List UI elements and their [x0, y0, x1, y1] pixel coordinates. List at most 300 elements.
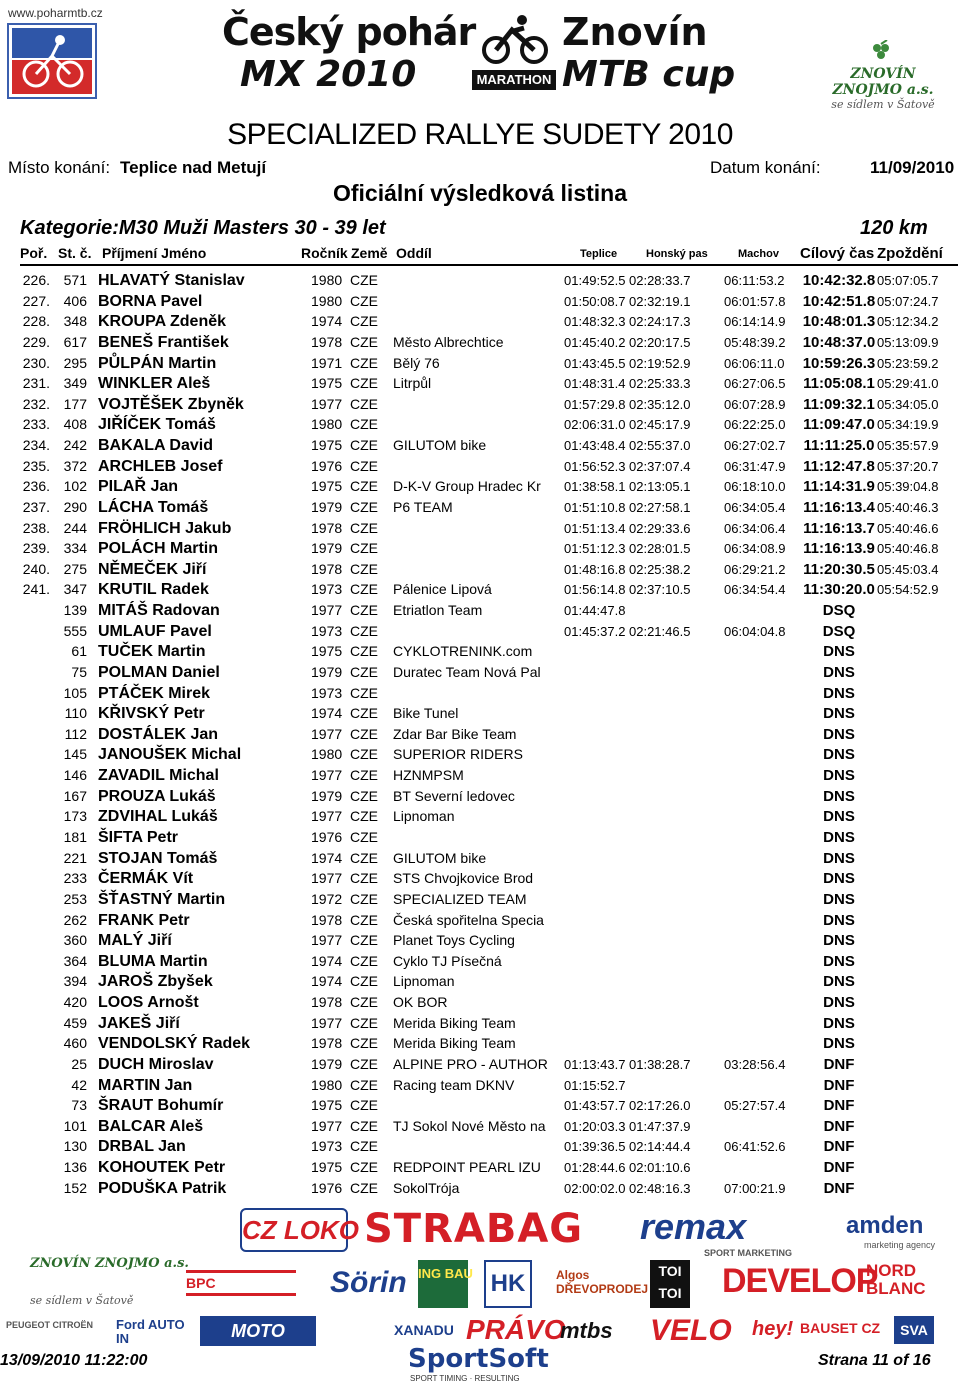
split-honsky-pas: 02:20:17.5: [629, 334, 691, 350]
birth-year: 1977: [311, 602, 343, 619]
table-row: [0, 435, 960, 456]
split-honsky-pas: 02:28:33.7: [629, 273, 691, 288]
club: Duratec Team Nová Pal: [393, 663, 541, 680]
start-number: 347: [63, 581, 87, 598]
table-row: [0, 311, 960, 332]
finish-time: DNS: [823, 994, 855, 1012]
split-teplice: 01:50:08.7: [564, 293, 626, 309]
col-nat: Země: [351, 245, 388, 261]
rider-name: FRÖHLICH Jakub: [98, 519, 232, 537]
sponsor-mtbs: mtbs: [560, 1318, 613, 1343]
split-honsky-pas: 02:32:19.1: [629, 293, 691, 309]
table-row: [0, 848, 960, 869]
rider-name: PILAŘ Jan: [98, 478, 179, 496]
sponsor-amden-sub: marketing agency: [864, 1240, 936, 1250]
sportsoft-sub: SPORT TIMING · RESULTING: [410, 1374, 520, 1383]
finish-time: 11:16:13.7: [803, 519, 875, 537]
nationality: CZE: [350, 395, 378, 412]
birth-year: 1975: [311, 1097, 343, 1114]
split-machov: 06:22:25.0: [724, 417, 786, 433]
club: SPECIALIZED TEAM: [393, 890, 527, 907]
nationality: CZE: [350, 1035, 378, 1052]
birth-year: 1978: [311, 911, 343, 928]
time-gap: 05:39:04.8: [877, 479, 939, 495]
table-row: [0, 786, 960, 807]
finish-time: DNF: [823, 1055, 855, 1073]
col-gap: Zpoždění: [877, 245, 943, 262]
split-teplice: 01:44:47.8: [564, 603, 626, 619]
sponsor-pravo: PRÁVO: [466, 1314, 566, 1345]
split-honsky-pas: 02:19:52.9: [629, 355, 691, 371]
split-honsky-pas: 02:35:12.0: [629, 396, 691, 412]
finish-time: DNS: [823, 952, 855, 970]
rider-name: BALCAR Aleš: [98, 1117, 204, 1135]
category: Kategorie:M30 Muži Masters 30 - 39 let: [20, 217, 386, 239]
start-number: 75: [71, 663, 87, 680]
split-teplice: 01:57:29.8: [564, 396, 626, 412]
sponsor-moto: MOTO: [200, 1316, 316, 1346]
split-machov: 07:00:21.9: [724, 1180, 786, 1196]
split-machov: 06:29:21.2: [724, 561, 786, 577]
start-number: 460: [63, 1035, 87, 1052]
finish-time: 10:48:01.3: [802, 313, 876, 331]
rider-name: ARCHLEB Josef: [98, 457, 223, 475]
header-rule: [20, 264, 958, 266]
nationality: CZE: [350, 1076, 378, 1093]
finish-time: DNS: [823, 808, 855, 826]
club: Cyklo TJ Písečná: [393, 952, 502, 969]
split-teplice: 01:45:37.2: [564, 623, 626, 639]
grape-icon: [863, 40, 903, 62]
start-number: 571: [63, 272, 87, 288]
finish-time: DNF: [823, 1076, 855, 1094]
cup-marathon-badge: MARATHON: [472, 70, 556, 90]
col-t2: Honský pas: [646, 248, 708, 260]
time-gap: 05:45:03.4: [877, 561, 939, 577]
club: Lipnoman: [393, 808, 455, 825]
sponsor-algos: Algos DŘEVOPRODEJ: [556, 1268, 649, 1296]
rank: 235.: [22, 457, 50, 474]
birth-year: 1979: [311, 540, 343, 557]
rider-name: HLAVATÝ Stanislav: [98, 272, 245, 289]
time-gap: 05:40:46.3: [877, 499, 939, 515]
page-number: Strana 11 of 16: [818, 1352, 931, 1369]
split-honsky-pas: 02:14:44.4: [629, 1139, 691, 1155]
split-teplice: 02:00:02.0: [564, 1180, 626, 1196]
cyclist-icon: [480, 14, 550, 64]
finish-time: DNF: [823, 1179, 855, 1197]
rider-name: TUČEK Martin: [98, 643, 206, 661]
rank: 241.: [22, 581, 50, 598]
rider-name: PROUZA Lukáš: [98, 787, 216, 805]
time-gap: 05:54:52.9: [877, 582, 939, 598]
table-row: [0, 683, 960, 704]
table-row: [0, 414, 960, 435]
club: D-K-V Group Hradec Kr: [393, 478, 541, 495]
table-row: [0, 703, 960, 724]
club: Litrpůl: [393, 375, 432, 392]
split-honsky-pas: 02:27:58.1: [629, 499, 691, 515]
rider-name: KROUPA Zdeněk: [98, 313, 227, 331]
club: CYKLOTRENINK.com: [393, 643, 533, 660]
split-machov: 06:27:06.5: [724, 376, 786, 392]
col-club: Oddíl: [396, 245, 432, 261]
rider-name: MARTIN Jan: [98, 1076, 193, 1094]
split-honsky-pas: 02:17:26.0: [629, 1098, 691, 1114]
finish-time: DNS: [823, 1014, 855, 1032]
finish-time: 11:16:13.9: [803, 540, 875, 558]
rider-name: KOHOUTEK Petr: [98, 1159, 226, 1177]
club: P6 TEAM: [393, 498, 453, 515]
rider-name: BAKALA David: [98, 437, 213, 455]
finish-time: 10:48:37.0: [802, 333, 876, 351]
start-number: 420: [63, 994, 87, 1011]
split-honsky-pas: 02:37:10.5: [629, 582, 691, 598]
split-teplice: 01:48:32.3: [564, 314, 626, 330]
start-number: 112: [64, 725, 87, 742]
start-number: 130: [63, 1138, 87, 1155]
sponsor-ingbau: ING BAU: [418, 1260, 468, 1308]
rider-name: KRUTIL Radek: [98, 581, 209, 599]
table-row: [0, 518, 960, 539]
rider-name: VOJTĚŠEK Zbyněk: [98, 395, 244, 413]
rider-name: FRANK Petr: [98, 911, 190, 929]
split-teplice: 01:45:40.2: [564, 334, 626, 350]
start-number: 360: [63, 932, 87, 949]
birth-year: 1977: [311, 767, 343, 784]
rank: 231.: [22, 375, 50, 392]
split-machov: 06:04:04.8: [724, 623, 786, 639]
start-number: 25: [71, 1055, 87, 1072]
table-row: [0, 456, 960, 477]
table-row: [0, 992, 960, 1013]
start-number: 61: [71, 643, 87, 660]
start-number: 221: [63, 849, 87, 866]
start-number: 233: [63, 870, 87, 887]
znovin-tagline: se sídlem v Šatově: [831, 98, 935, 111]
table-row: [0, 1116, 960, 1137]
nationality: CZE: [350, 478, 378, 495]
cup-line1: Český pohár: [222, 10, 476, 54]
rider-name: JAROŠ Zbyšek: [98, 973, 213, 991]
start-number: 295: [63, 354, 87, 371]
rider-name: ŠRAUT Bohumír: [98, 1097, 224, 1115]
start-number: 275: [63, 560, 87, 577]
nationality: CZE: [350, 870, 378, 887]
finish-time: 11:12:47.8: [803, 457, 875, 475]
cup-brand2: MTB cup: [562, 54, 736, 95]
table-row: [0, 806, 960, 827]
venue: Teplice nad Metují: [120, 158, 267, 177]
birth-year: 1979: [311, 663, 343, 680]
split-honsky-pas: 02:24:17.3: [629, 314, 691, 330]
nationality: CZE: [350, 622, 378, 639]
split-machov: 06:06:11.0: [724, 355, 785, 371]
birth-year: 1977: [311, 395, 343, 412]
rider-name: BORNA Pavel: [98, 292, 203, 310]
club: STS Chvojkovice Brod: [393, 870, 534, 887]
header-logos: [0, 0, 960, 120]
table-row: [0, 868, 960, 889]
nationality: CZE: [350, 1159, 378, 1176]
start-number: 334: [63, 540, 87, 557]
sponsor-peugeot: PEUGEOT CITROËN: [6, 1320, 94, 1330]
rider-name: ŠIFTA Petr: [98, 829, 179, 846]
rider-name: NĚMEČEK Jiří: [98, 560, 207, 578]
split-teplice: 01:56:14.8: [564, 582, 626, 598]
nationality: CZE: [350, 416, 378, 433]
club: GILUTOM bike: [393, 437, 487, 454]
table-row: [0, 497, 960, 518]
time-gap: 05:34:05.0: [877, 396, 939, 412]
start-number: 145: [63, 746, 87, 763]
venue-label: Místo konání:: [8, 158, 111, 177]
table-row: [0, 641, 960, 662]
rider-name: ZDVIHAL Lukáš: [98, 808, 218, 826]
finish-time: DSQ: [822, 622, 856, 640]
finish-time: DNS: [823, 705, 855, 723]
nationality: CZE: [350, 581, 378, 598]
sponsor-develop: DEVELOP: [722, 1262, 878, 1300]
znovin-logo: [818, 40, 948, 112]
birth-year: 1978: [311, 333, 343, 350]
start-number: 617: [63, 333, 87, 350]
finish-time: DNS: [823, 849, 855, 867]
birth-year: 1973: [311, 581, 343, 598]
rank: 230.: [22, 354, 50, 371]
time-gap: 05:35:57.9: [877, 438, 939, 454]
col-t3: Machov: [738, 248, 779, 260]
start-number: 102: [63, 478, 87, 495]
cup-line2: MX 2010: [240, 54, 417, 95]
birth-year: 1974: [311, 849, 343, 866]
club: Bike Tunel: [393, 705, 459, 722]
club: Česká spořitelna Specia: [393, 911, 544, 928]
footer-timestamp: 13/09/2010 11:22:00: [0, 1352, 148, 1369]
sponsor-toitoi: TOI TOI: [650, 1260, 690, 1308]
nationality: CZE: [350, 911, 378, 928]
cup-brand1: Znovín: [562, 10, 708, 54]
split-teplice: 01:51:12.3: [564, 541, 626, 557]
start-number: 139: [63, 602, 87, 619]
split-teplice: 01:43:45.5: [564, 355, 626, 371]
nationality: CZE: [350, 602, 378, 619]
nationality: CZE: [350, 313, 378, 330]
rider-name: BENEŠ František: [98, 333, 229, 351]
split-honsky-pas: 02:01:10.6: [629, 1160, 691, 1176]
split-honsky-pas: 02:55:37.0: [629, 438, 691, 454]
finish-time: DNS: [823, 973, 855, 991]
start-number: 290: [63, 498, 87, 515]
time-gap: 05:12:34.2: [877, 314, 939, 330]
table-row: [0, 291, 960, 312]
club: OK BOR: [393, 994, 448, 1011]
start-number: 242: [63, 437, 87, 454]
sponsor-bpc: BPC: [186, 1270, 296, 1296]
nationality: CZE: [350, 272, 378, 288]
table-row: [0, 951, 960, 972]
split-machov: 06:27:02.7: [724, 438, 786, 454]
nationality: CZE: [350, 725, 378, 742]
table-row: [0, 394, 960, 415]
distance: 120 km: [860, 217, 928, 239]
finish-time: DNS: [823, 725, 855, 743]
time-gap: 05:29:41.0: [877, 376, 939, 392]
time-gap: 05:37:20.7: [877, 458, 939, 474]
sponsor-velo: VELO: [650, 1314, 732, 1347]
birth-year: 1973: [311, 684, 343, 701]
split-honsky-pas: 02:48:16.3: [629, 1180, 691, 1196]
col-t1: Teplice: [580, 248, 618, 260]
split-machov: 06:34:54.4: [724, 582, 786, 598]
sportsoft-name: SportSoft: [408, 1344, 549, 1374]
club: GILUTOM bike: [393, 849, 487, 866]
start-number: 167: [63, 787, 87, 804]
nationality: CZE: [350, 746, 378, 763]
rider-name: DOSTÁLEK Jan: [98, 725, 219, 743]
birth-year: 1975: [311, 478, 343, 495]
table-row: [0, 889, 960, 910]
birth-year: 1971: [311, 354, 343, 371]
split-machov: 06:11:53.2: [724, 273, 785, 288]
finish-time: DNS: [823, 787, 855, 805]
sponsor-znovin: ZNOVÍN ZNOJMO a.s.: [30, 1256, 189, 1271]
rider-name: LOOS Arnošt: [98, 994, 199, 1012]
split-machov: 06:41:52.6: [724, 1139, 786, 1155]
birth-year: 1980: [311, 1076, 343, 1093]
birth-year: 1976: [311, 1179, 343, 1196]
table-row: [0, 476, 960, 497]
rank: 240.: [22, 560, 50, 577]
rank: 228.: [22, 313, 50, 330]
start-number: 152: [63, 1179, 87, 1196]
nationality: CZE: [350, 994, 378, 1011]
rank: 233.: [22, 416, 50, 433]
sponsor-remax: remax: [640, 1206, 747, 1247]
nationality: CZE: [350, 787, 378, 804]
rider-name: JAKEŠ Jiří: [98, 1014, 180, 1032]
finish-time: DNF: [823, 1117, 855, 1135]
rider-name: ŠŤASTNÝ Martin: [98, 890, 226, 908]
finish-time: DNS: [823, 684, 855, 702]
start-number: 364: [63, 952, 87, 969]
znovin-name: ZNOVÍN ZNOJMO a.s.: [832, 66, 934, 98]
nationality: CZE: [350, 498, 378, 515]
split-teplice: 01:28:44.6: [564, 1160, 626, 1176]
finish-time: DNS: [823, 767, 855, 785]
rider-name: DUCH Miroslav: [98, 1055, 214, 1073]
split-machov: 05:27:57.4: [724, 1098, 786, 1114]
birth-year: 1977: [311, 808, 343, 825]
birth-year: 1980: [311, 272, 343, 288]
split-machov: 06:34:08.9: [724, 541, 786, 557]
birth-year: 1978: [311, 994, 343, 1011]
nationality: CZE: [350, 333, 378, 350]
start-number: 73: [71, 1097, 87, 1114]
sponsor-strip: [0, 1202, 960, 1352]
event-date: 11/09/2010: [870, 158, 955, 177]
start-number: 394: [63, 973, 87, 990]
table-row: [0, 1157, 960, 1178]
table-row: [0, 332, 960, 353]
finish-time: DNS: [823, 829, 855, 846]
nationality: CZE: [350, 767, 378, 784]
finish-time: 11:30:20.0: [803, 581, 875, 599]
table-row: [0, 1136, 960, 1157]
rider-name: PODUŠKA Patrik: [98, 1179, 227, 1197]
finish-time: 11:09:32.1: [803, 395, 875, 413]
table-row: [0, 579, 960, 600]
finish-time: 11:16:13.4: [803, 498, 875, 516]
split-teplice: 01:48:16.8: [564, 561, 626, 577]
nationality: CZE: [350, 457, 378, 474]
split-honsky-pas: 02:25:33.3: [629, 376, 691, 392]
sponsor-znovin-sub: se sídlem v Šatově: [30, 1294, 134, 1307]
sponsor-sva: SVA: [894, 1316, 934, 1344]
rank: 234.: [22, 437, 50, 454]
nationality: CZE: [350, 1179, 378, 1196]
birth-year: 1974: [311, 952, 343, 969]
rider-name: ČERMÁK Vít: [98, 870, 194, 888]
split-honsky-pas: 02:25:38.2: [629, 561, 691, 577]
table-row: [0, 1033, 960, 1054]
table-row: [0, 971, 960, 992]
split-machov: 06:34:05.4: [724, 499, 786, 515]
nationality: CZE: [350, 1097, 378, 1114]
nationality: CZE: [350, 932, 378, 949]
time-gap: 05:40:46.8: [877, 541, 939, 557]
birth-year: 1977: [311, 1117, 343, 1134]
rider-name: POLMAN Daniel: [98, 663, 220, 681]
cup-logo: [222, 10, 737, 102]
sponsor-bauset: BAUSET CZ: [800, 1320, 881, 1336]
sponsor-remax-sub: SPORT MARKETING: [704, 1248, 793, 1258]
club: Merida Biking Team: [393, 1014, 516, 1031]
rank: 232.: [22, 395, 50, 412]
start-number: 408: [63, 416, 87, 433]
split-machov: 03:28:56.4: [724, 1056, 786, 1072]
rider-name: DRBAL Jan: [98, 1138, 186, 1156]
rank: 237.: [22, 498, 50, 515]
birth-year: 1975: [311, 643, 343, 660]
split-teplice: 01:20:03.3: [564, 1118, 626, 1134]
birth-year: 1976: [311, 457, 343, 474]
split-teplice: 01:51:13.4: [564, 520, 626, 536]
table-row: [0, 559, 960, 580]
start-number: 372: [63, 457, 87, 474]
club: Zdar Bar Bike Team: [393, 725, 517, 742]
rider-name: LÁCHA Tomáš: [98, 498, 209, 516]
split-machov: 06:34:06.4: [724, 520, 786, 536]
finish-time: DNF: [823, 1159, 855, 1177]
date-label: Datum konání:: [710, 158, 821, 177]
sponsor-hk: HK: [484, 1260, 532, 1308]
split-teplice: 02:06:31.0: [564, 417, 626, 433]
birth-year: 1974: [311, 705, 343, 722]
split-machov: 06:07:28.9: [724, 396, 786, 412]
finish-time: 10:59:26.3: [802, 354, 876, 372]
split-machov: 06:31:47.9: [724, 458, 786, 474]
finish-time: DNS: [823, 663, 855, 681]
birth-year: 1977: [311, 725, 343, 742]
subtitle: Oficiální výsledková listina: [332, 180, 627, 206]
sponsor-strabag: STRABAG: [364, 1206, 584, 1252]
nationality: CZE: [350, 890, 378, 907]
split-honsky-pas: 02:45:17.9: [629, 417, 691, 433]
start-number: 348: [63, 313, 87, 330]
finish-time: DNS: [823, 746, 855, 764]
birth-year: 1978: [311, 560, 343, 577]
